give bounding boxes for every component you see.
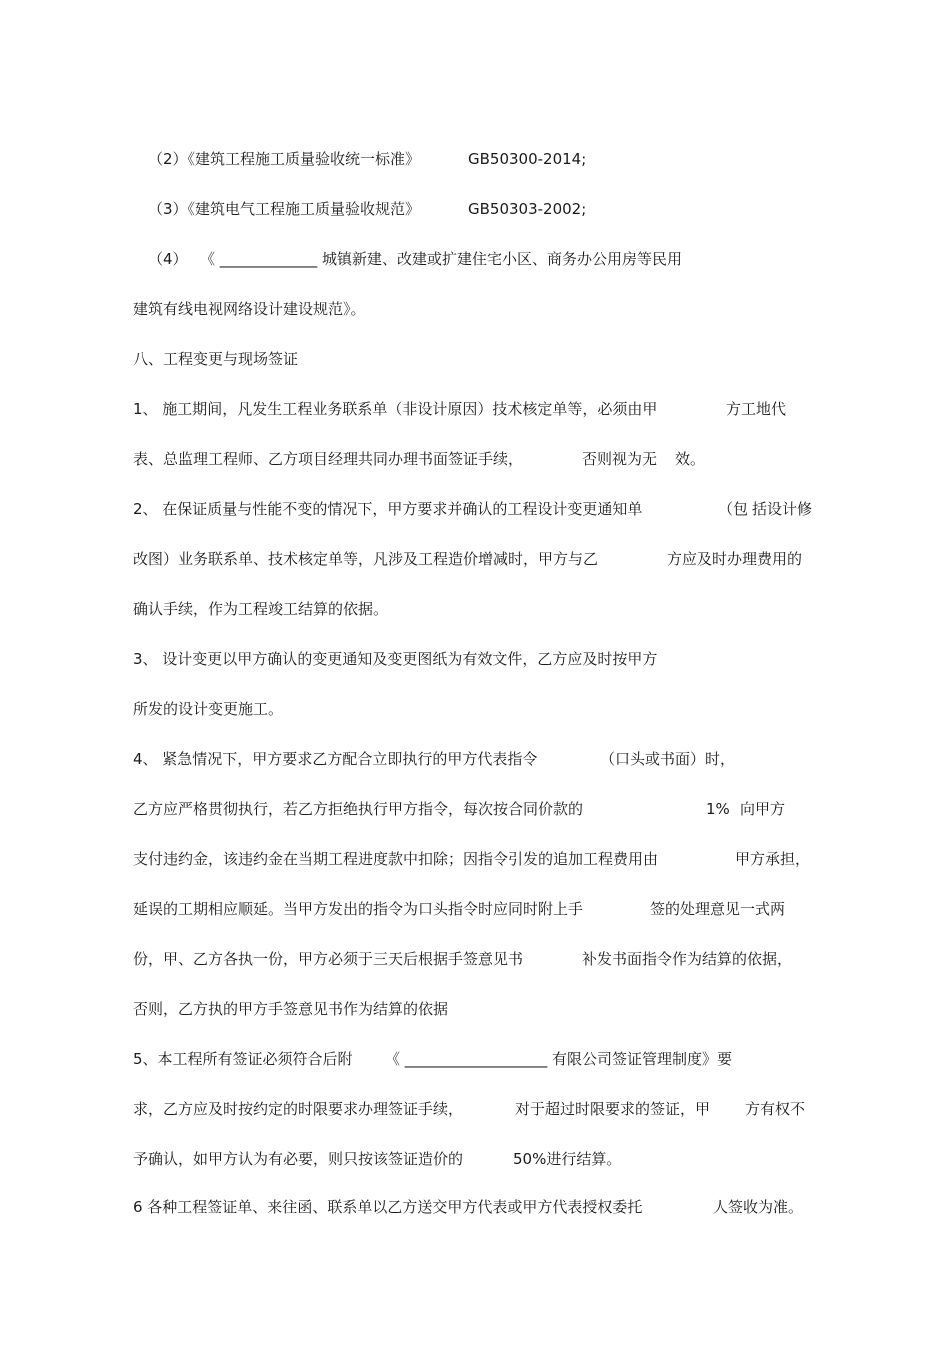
- text-line: [0, 697, 284, 721]
- line-segment: 人签收为准。: [713, 1198, 804, 1216]
- line-segment: GB50300-2014;: [468, 150, 587, 168]
- line-segment: 否则视为无: [582, 450, 658, 468]
- line-segment: （2）《建筑工程施工质量验收统一标准》: [148, 150, 421, 168]
- text-line: [0, 797, 786, 821]
- line-segment: 《 _____________ 城镇新建、改建或扩建住宅小区、商务办公用房等民用: [200, 250, 683, 268]
- text-line: [0, 497, 813, 521]
- section-heading: [0, 347, 299, 371]
- text-line: [0, 597, 389, 621]
- line-segment: 6 各种工程签证单、来往函、联系单以乙方送交甲方代表或甲方代表授权委托: [133, 1198, 643, 1216]
- line-segment: 5、本工程所有签证必须符合后附: [133, 1050, 353, 1068]
- text-line: [0, 147, 587, 171]
- line-segment: GB50303-2002;: [468, 200, 587, 218]
- line-segment: 确认手续，作为工程竣工结算的依据。: [133, 600, 389, 618]
- line-segment: 50%进行结算。: [513, 1150, 622, 1168]
- text-line: [0, 1047, 733, 1071]
- text-line: [0, 297, 366, 321]
- line-segment: 改图）业务联系单、技术核定单等，凡涉及工程造价增减时，甲方与乙: [133, 550, 599, 568]
- text-line: [0, 247, 683, 271]
- line-segment: 建筑有线电视网络设计建设规范》。: [133, 300, 366, 318]
- line-segment: 1%: [706, 800, 730, 818]
- line-segment: 方工地代: [726, 400, 787, 418]
- line-segment: 1、 施工期间，凡发生工程业务联系单（非设计原因）技术核定单等，必须由甲: [133, 400, 658, 418]
- text-line: [0, 997, 449, 1021]
- text-line: [0, 547, 803, 571]
- line-segment: 补发书面指令作为结算的依据，: [582, 950, 793, 968]
- line-segment: 《 ___________________ 有限公司签证管理制度》要: [385, 1050, 733, 1068]
- line-segment: 方应及时办理费用的: [667, 550, 803, 568]
- line-segment: 求，乙方应及时按约定的时限要求办理签证手续，: [133, 1100, 464, 1118]
- text-line: [0, 897, 786, 921]
- line-segment: 对于超过时限要求的签证，甲: [515, 1100, 711, 1118]
- line-segment: （包: [718, 500, 749, 518]
- text-line: [0, 1195, 804, 1219]
- line-segment: （口头或书面）时，: [600, 750, 736, 768]
- line-segment: 效。: [675, 450, 706, 468]
- line-segment: 所发的设计变更施工。: [133, 700, 284, 718]
- text-line: [0, 397, 787, 421]
- line-segment: 否则，乙方执的甲方手签意见书作为结算的依据: [133, 1000, 449, 1018]
- text-line: [0, 747, 736, 771]
- line-segment: 表、总监理工程师、乙方项目经理共同办理书面签证手续，: [133, 450, 524, 468]
- text-line: [0, 1147, 622, 1171]
- line-segment: 括设计修: [752, 500, 813, 518]
- line-segment: 2、 在保证质量与性能不变的情况下，甲方要求并确认的工程设计变更通知单: [133, 500, 643, 518]
- line-segment: 乙方应严格贯彻执行，若乙方拒绝执行甲方指令，每次按合同价款的: [133, 800, 584, 818]
- line-segment: 份，甲、乙方各执一份，甲方必须于三天后根据手签意见书: [133, 950, 524, 968]
- line-segment: 方有权不: [745, 1100, 806, 1118]
- line-segment: 向甲方: [740, 800, 786, 818]
- text-line: [0, 847, 811, 871]
- line-segment: 予确认，如甲方认为有必要，则只按该签证造价的: [133, 1150, 464, 1168]
- line-segment: （4）: [148, 250, 188, 268]
- line-segment: 八、工程变更与现场签证: [133, 350, 299, 368]
- line-segment: （3）《建筑电气工程施工质量验收规范》: [148, 200, 421, 218]
- text-line: [0, 947, 793, 971]
- line-segment: 签的处理意见一式两: [650, 900, 786, 918]
- text-line: [0, 447, 706, 471]
- line-segment: 延误的工期相应顺延。当甲方发出的指令为口头指令时应同时附上手: [133, 900, 584, 918]
- line-segment: 3、 设计变更以甲方确认的变更通知及变更图纸为有效文件，乙方应及时按甲方: [133, 650, 658, 668]
- text-line: [0, 197, 587, 221]
- line-segment: 4、 紧急情况下，甲方要求乙方配合立即执行的甲方代表指令: [133, 750, 538, 768]
- text-line: [0, 647, 658, 671]
- line-segment: 甲方承担，: [735, 850, 811, 868]
- line-segment: 支付违约金，该违约金在当期工程进度款中扣除；因指令引发的追加工程费用由: [133, 850, 659, 868]
- text-line: [0, 1097, 806, 1121]
